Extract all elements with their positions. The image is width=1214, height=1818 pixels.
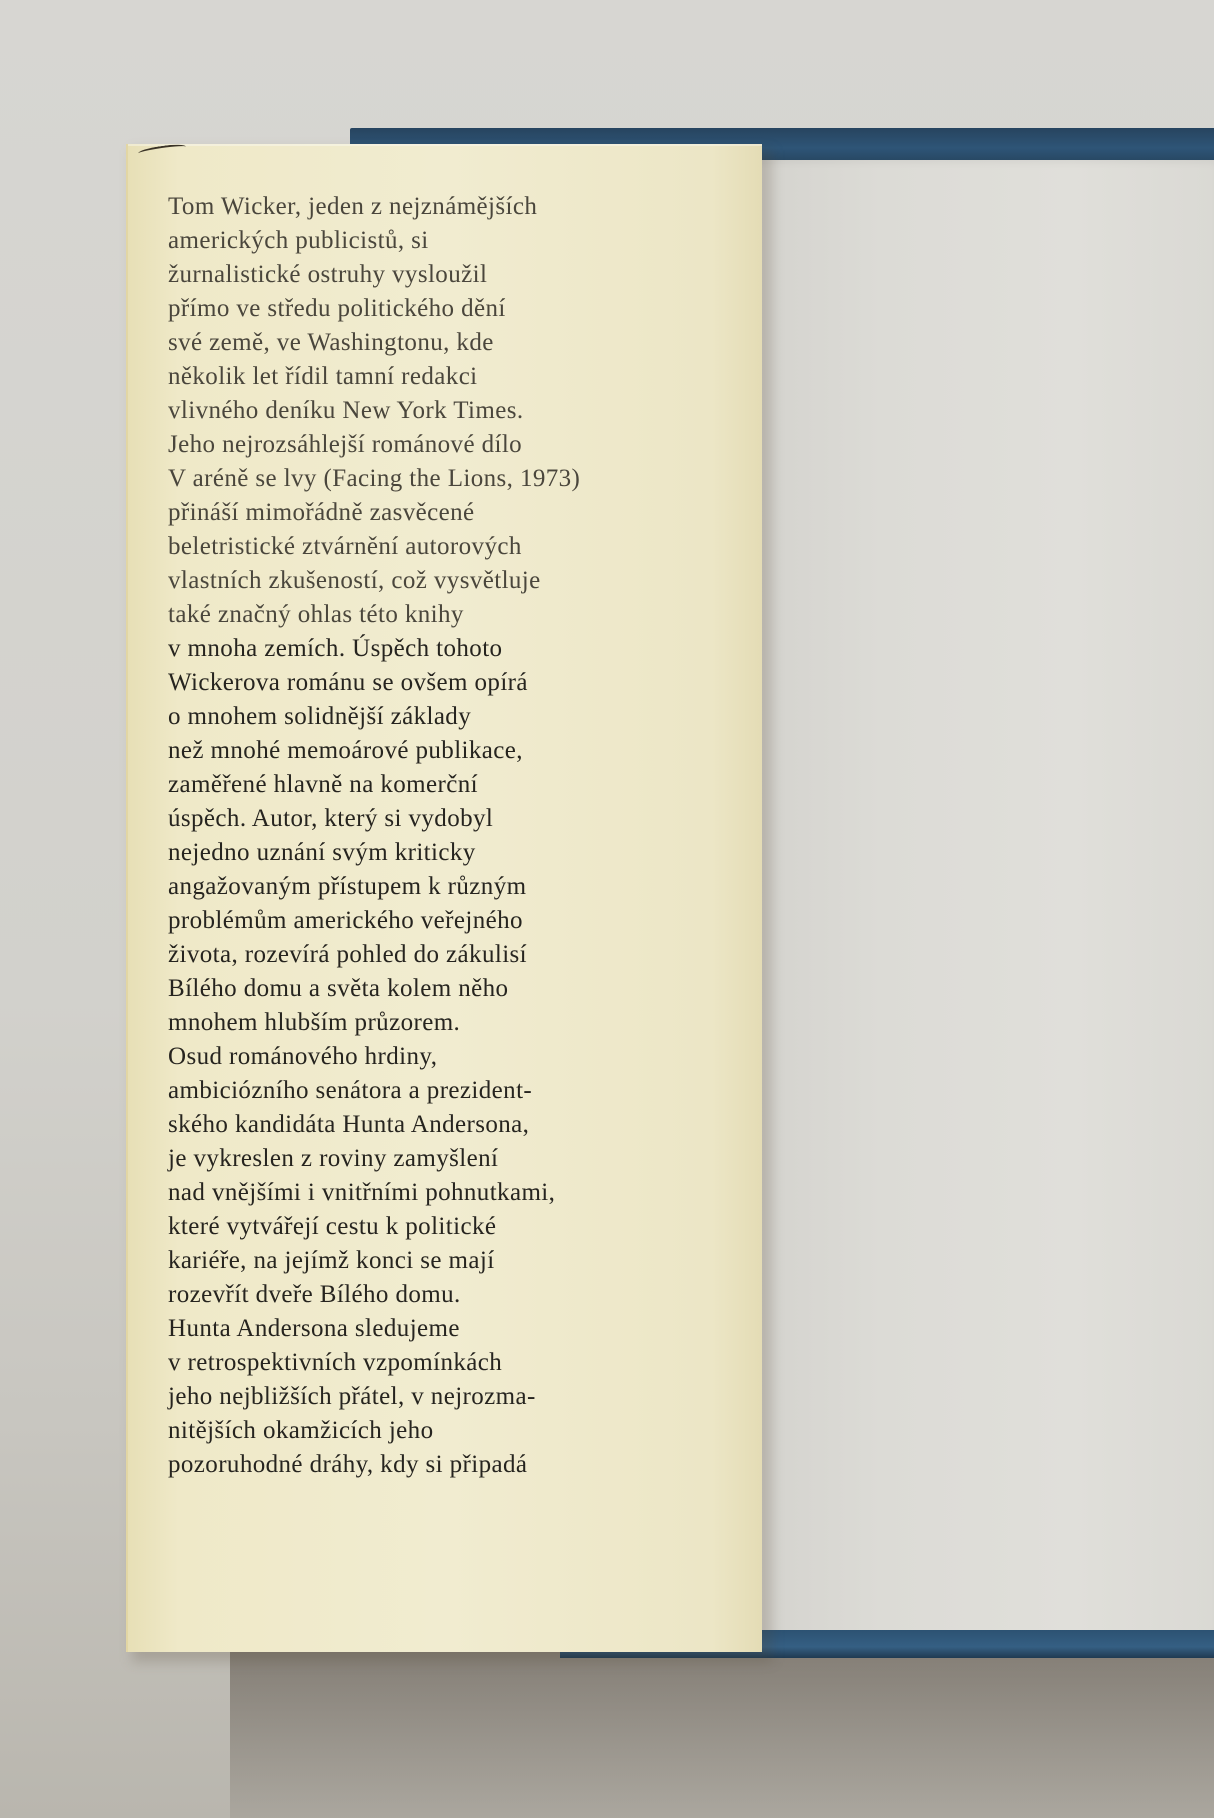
blurb-line: problémům amerického veřejného xyxy=(168,907,523,934)
blurb-line: přímo ve středu politického dění xyxy=(168,295,506,322)
blurb-line: nejedno uznání svým kriticky xyxy=(168,839,476,866)
blurb-line: V aréně se lvy (Facing the Lions, 1973) xyxy=(168,465,581,492)
blurb-line: několik let řídil tamní redakci xyxy=(168,363,478,390)
book-shadow xyxy=(230,1650,1214,1818)
blurb-line: života, rozevírá pohled do zákulisí xyxy=(168,941,528,968)
blurb-line: vlastních zkušeností, což vysvětluje xyxy=(168,567,541,594)
blurb-line: také značný ohlas této knihy xyxy=(168,601,464,628)
blurb-line: Bílého domu a světa kolem něho xyxy=(168,975,509,1002)
blurb-line: beletristické ztvárnění autorových xyxy=(168,533,522,560)
book-endpaper xyxy=(740,160,1214,1638)
blurb-line: Hunta Andersona sledujeme xyxy=(168,1315,460,1342)
flap-blurb-text xyxy=(168,190,638,1482)
blurb-line: o mnohem solidnější základy xyxy=(168,703,472,730)
blurb-line: jeho nejbližších přátel, v nejrozma- xyxy=(168,1383,536,1410)
blurb-line: angažovaným přístupem k různým xyxy=(168,873,527,900)
blurb-line: kariéře, na jejímž konci se mají xyxy=(168,1247,495,1274)
blurb-line: své země, ve Washingtonu, kde xyxy=(168,329,494,356)
blurb-line: zaměřené hlavně na komerční xyxy=(168,771,478,798)
blurb-line: je vykreslen z roviny zamyšlení xyxy=(168,1145,499,1172)
blurb-line: Osud románového hrdiny, xyxy=(168,1043,438,1070)
blurb-line: Tom Wicker, jeden z nejznámějších xyxy=(168,193,538,220)
blurb-line: úspěch. Autor, který si vydobyl xyxy=(168,805,494,832)
blurb-line: přináší mimořádně zasvěcené xyxy=(168,499,475,526)
blurb-line: pozoruhodné dráhy, kdy si připadá xyxy=(168,1451,528,1478)
blurb-line: vlivného deníku New York Times. xyxy=(168,397,524,424)
blurb-line: žurnalistické ostruhy vysloužil xyxy=(168,261,488,288)
blurb-line: v mnoha zemích. Úspěch tohoto xyxy=(168,635,503,662)
blurb-line: nad vnějšími i vnitřními pohnutkami, xyxy=(168,1179,556,1206)
blurb-line: ského kandidáta Hunta Andersona, xyxy=(168,1111,530,1138)
blurb-line: v retrospektivních vzpomínkách xyxy=(168,1349,503,1376)
blurb-line: Wickerova románu se ovšem opírá xyxy=(168,669,528,696)
blurb-line: než mnohé memoárové publikace, xyxy=(168,737,523,764)
blurb-line: Jeho nejrozsáhlejší románové dílo xyxy=(168,431,523,458)
blurb-line: amerických publicistů, si xyxy=(168,227,429,254)
blurb-line: rozevřít dveře Bílého domu. xyxy=(168,1281,461,1308)
blurb-line: které vytvářejí cestu k politické xyxy=(168,1213,497,1240)
blurb-line: mnohem hlubším průzorem. xyxy=(168,1009,461,1036)
blurb-line: ambiciózního senátora a prezident- xyxy=(168,1077,533,1104)
blurb-line: nitějších okamžicích jeho xyxy=(168,1417,434,1444)
